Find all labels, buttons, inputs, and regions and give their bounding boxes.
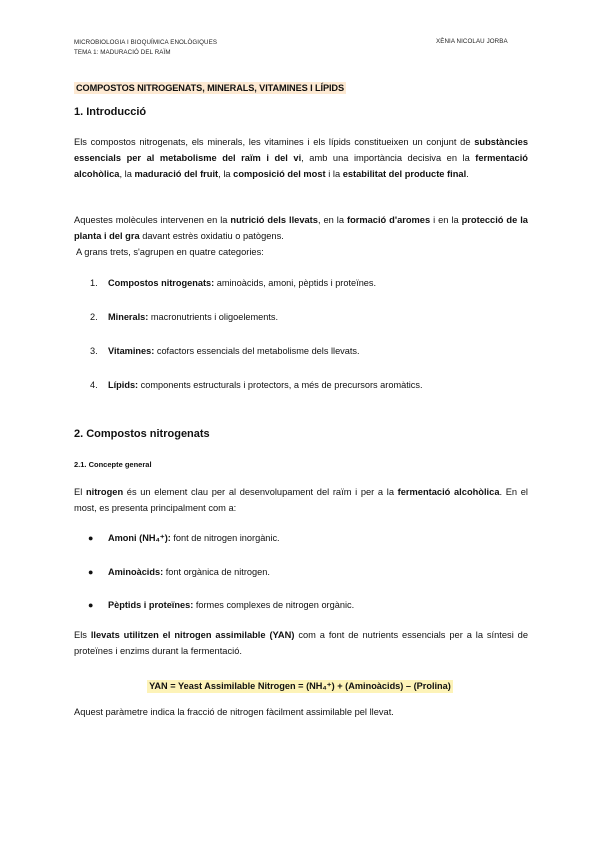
yan-explanation: Aquest paràmetre indica la fracció de nitrogen fàcilment assimilable pel llevat. (74, 707, 394, 717)
bullet-text: font de nitrogen inorgànic. (170, 533, 280, 543)
bullet-text: font orgànica de nitrogen. (163, 567, 270, 577)
text-run: Els (74, 630, 91, 640)
section-2-heading: 2. Compostos nitrogenats (74, 428, 210, 440)
item-text: aminoàcids, amoni, pèptids i proteïnes. (214, 278, 377, 288)
item-label: Compostos nitrogenats: (108, 278, 215, 288)
text-run: és un element clau per al desenvolupament del raïm i per a la (123, 487, 398, 497)
text-run: , en la (317, 215, 347, 225)
section-1-heading: 1. Introducció (74, 106, 147, 118)
bullet-icon: ● (88, 600, 94, 610)
yan-paragraph (74, 627, 528, 659)
item-number: 1. (90, 278, 98, 288)
bullet-label: Aminoàcids: (108, 567, 164, 577)
bold-run: composició del most (233, 169, 326, 179)
text-run: i la (325, 169, 343, 179)
intro-paragraph-2 (74, 212, 528, 244)
bold-run: llevats utilitzen el nitrogen assimilable (YAN) (90, 630, 295, 640)
bold-run: nutrició dels llevats (230, 215, 318, 225)
bold-run: nitrogen (85, 487, 124, 497)
text-run: . En el most, es presenta principalment com a: (74, 487, 528, 513)
nitrogen-bullet-3 (88, 600, 354, 610)
bold-run: fermentació alcohòlica (397, 487, 500, 497)
text-run: , amb una importància decisiva en la (301, 153, 476, 163)
category-item-1 (90, 278, 376, 288)
item-text: components estructurals i protectors, a més de precursors aromàtics. (138, 380, 423, 390)
category-item-4 (90, 380, 423, 390)
item-number: 4. (90, 380, 98, 390)
text-run: Els compostos nitrogenats, els minerals, les vitamines i els lípids constitueixen un conjunt de (74, 137, 475, 147)
text-run: . (466, 169, 469, 179)
bold-run: substàncies essencials per al metabolisme del raïm i del vi (74, 137, 528, 163)
bold-run: fermentació alcohòlica (74, 153, 528, 179)
header-author: XÈNIA NICOLAU JORBA (436, 38, 508, 45)
bold-run: protecció de la planta i del gra (74, 215, 528, 241)
intro-paragraph-1 (74, 134, 528, 182)
title-wrap (74, 78, 346, 96)
text-run: i en la (430, 215, 462, 225)
bullet-icon: ● (88, 533, 94, 543)
formula-wrap (0, 676, 600, 694)
text-run: com a font de nutrients essencials per a la síntesi de proteïnes i enzims durant la fermentació. (74, 630, 529, 656)
header-subject: MICROBIOLOGIA I BIOQUÍMICA ENOLÒGIQUES (74, 39, 218, 46)
nitrogen-bullet-1 (88, 533, 280, 544)
item-label: Minerals: (108, 312, 149, 322)
text-run: davant estrès oxidatiu o patògens. (139, 231, 284, 241)
bullet-text: formes complexes de nitrogen orgànic. (193, 600, 355, 610)
bold-run: estabilitat del producte final (342, 169, 467, 179)
category-item-2 (90, 312, 278, 322)
nitrogen-paragraph (74, 484, 528, 516)
text-run: , la (119, 169, 135, 179)
bullet-label: Amoni (NH₄⁺): (108, 533, 171, 543)
bold-run: formació d'aromes (346, 215, 431, 225)
subsection-2-1-heading: 2.1. Concepte general (74, 460, 152, 469)
running-header-left (74, 38, 217, 58)
nitrogen-bullet-2 (88, 567, 270, 577)
bullet-icon: ● (88, 567, 94, 577)
text-run: El (74, 487, 86, 497)
item-text: cofactors essencials del metabolisme dels llevats. (154, 346, 360, 356)
yan-formula: YAN = Yeast Assimilable Nitrogen = (NH₄⁺) + (Aminoàcids) – (Prolina) (149, 681, 451, 691)
item-text: macronutrients i oligoelements. (148, 312, 279, 322)
item-label: Vitamines: (108, 346, 155, 356)
bold-run: maduració del fruit (134, 169, 219, 179)
text-run: , la (218, 169, 234, 179)
text-run: Aquestes molècules intervenen en la (74, 215, 231, 225)
bullet-label: Pèptids i proteïnes: (108, 600, 194, 610)
header-topic: TEMA 1: MADURACIÓ DEL RAÏM (74, 49, 171, 56)
intro-paragraph-3: A grans trets, s'agrupen en quatre categories: (76, 247, 264, 257)
item-number: 2. (90, 312, 98, 322)
item-number: 3. (90, 346, 98, 356)
item-label: Lípids: (108, 380, 139, 390)
document-title: COMPOSTOS NITROGENATS, MINERALS, VITAMINES I LÍPIDS (76, 83, 344, 93)
category-item-3 (90, 346, 360, 356)
